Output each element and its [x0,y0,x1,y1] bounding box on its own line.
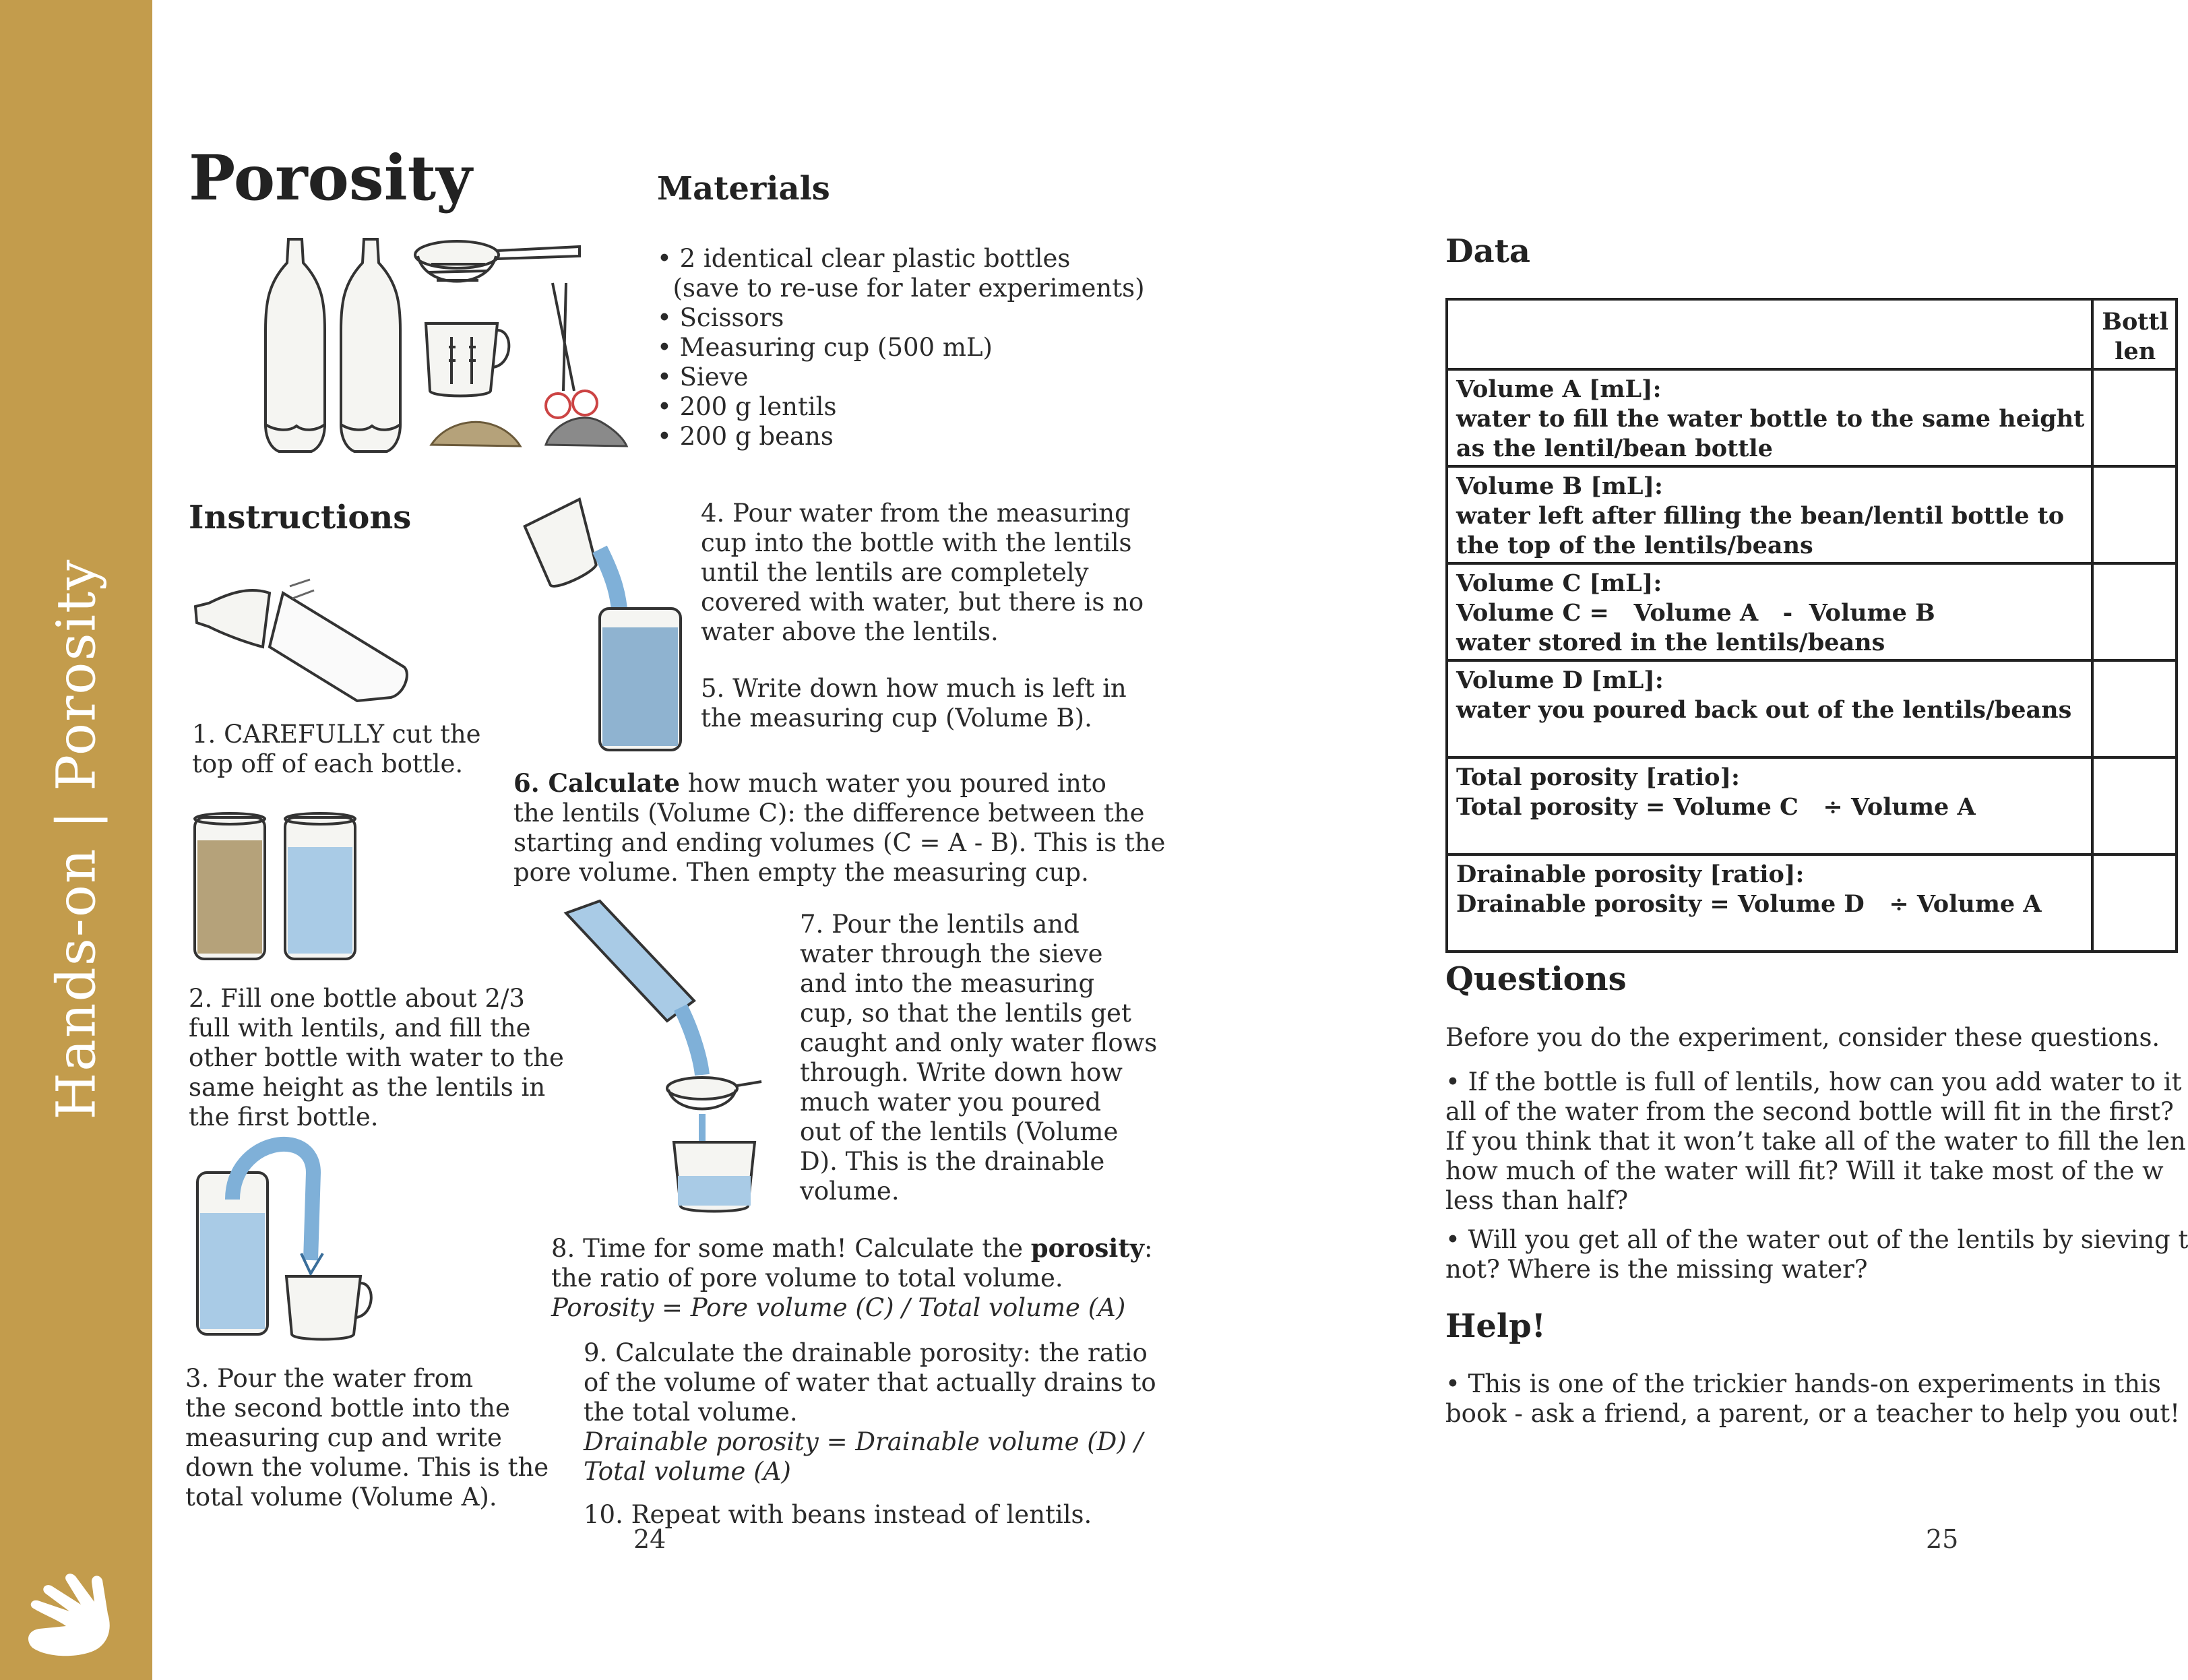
material-item: • Scissors [657,303,784,332]
page-number-right: 25 [1926,1524,1959,1554]
table-row [1447,660,2177,757]
table-row [1447,854,2177,952]
table-row-label: Volume C [mL]: Volume C = Volume A - Volume B water stored in the lentils/beans [1447,563,2092,660]
material-item: • 200 g beans [657,422,834,451]
page-title: Porosity [189,142,472,214]
table-header-row [1447,299,2177,369]
sidebar [0,0,152,1680]
table-cell[interactable] [2092,369,2177,466]
questions-intro: Before you do the experiment, consider these questions. [1445,1023,2160,1052]
step-10: 10. Repeat with beans instead of lentils. [584,1500,1092,1529]
page-number-left: 24 [633,1524,666,1554]
table-row [1447,466,2177,563]
table-header-cell [1447,299,2092,369]
table-row [1447,757,2177,854]
step-6: 6. Calculate how much water you poured into the lentils (Volume C): the difference between the starting and ending volumes (C = A - B). This is the pore volume. Then empty the measuring cup. [513,768,1166,887]
help-text: • This is one of the trickier hands-on experiments in this book - ask a friend, a parent, or a teacher to help you out! [1445,1369,2181,1428]
question-2: • Will you get all of the water out of the lentils by sieving t not? Where is the missing water? [1445,1225,2188,1284]
two-bottles-illustration [192,812,367,967]
material-item: • 2 identical clear plastic bottles [657,244,1071,273]
hand-icon [19,1567,133,1661]
sieve-pour-illustration [553,900,768,1216]
data-heading: Data [1445,232,1530,270]
step-5: 5. Write down how much is left in the measuring cup (Volume B). [701,674,1127,733]
material-item: (save to re-use for later experiments) [657,274,1145,303]
table-cell[interactable] [2092,757,2177,854]
questions-heading: Questions [1445,960,1627,998]
table-header-cell: Bottl len [2092,299,2177,369]
material-item: • 200 g lentils [657,392,837,421]
step-8: 8. Time for some math! Calculate the porosity: the ratio of pore volume to total volume. Porosity = Pore volume (C) / Total volume (A) [551,1233,1153,1322]
table-cell[interactable] [2092,466,2177,563]
step-3: 3. Pour the water from the second bottle into the measuring cup and write down the volume. This is the total volume (Volume A). [185,1364,549,1512]
pour-into-lentils-illustration [519,502,687,758]
step-9: 9. Calculate the drainable porosity: the ratio of the volume of water that actually drains to the total volume. Drainable porosity = Drainable volume (D) / Total volume (A) [584,1338,1156,1486]
materials-illustration [249,229,640,458]
data-table [1445,298,2178,953]
table-row-label: Drainable porosity [ratio]: Drainable porosity = Volume D ÷ Volume A [1447,854,2092,952]
table-cell[interactable] [2092,660,2177,757]
step-4: 4. Pour water from the measuring cup into the bottle with the lentils until the lentils are completely covered with water, but there is no water above the lentils. [701,499,1144,646]
material-item: • Measuring cup (500 mL) [657,333,993,362]
table-row-label: Volume D [mL]: water you poured back out of the lentils/beans [1447,660,2092,757]
table-row [1447,369,2177,466]
table-row-label: Volume B [mL]: water left after filling the bean/lentil bottle to the top of the lentils/beans [1447,466,2092,563]
materials-list [657,244,1145,452]
pour-to-cup-illustration [192,1132,381,1348]
materials-heading: Materials [657,170,830,208]
instructions-heading: Instructions [189,499,412,536]
step-7: 7. Pour the lentils and water through the sieve and into the measuring cup, so that the lentils get caught and only water flows through. Write down how much water you poured out of the lentils (Volume D). This is the drainable volume. [800,910,1158,1206]
sidebar-title: Hands-on | Porosity [44,558,108,1120]
table-row [1447,563,2177,660]
cut-bottle-illustration [189,566,431,701]
table-row-label: Volume A [mL]: water to fill the water bottle to the same height as the lentil/bean bottle [1447,369,2092,466]
step-1: 1. CAREFULLY cut the top off of each bottle. [192,720,481,778]
help-heading: Help! [1445,1307,1546,1345]
material-item: • Sieve [657,363,749,392]
table-cell[interactable] [2092,854,2177,952]
question-1: • If the bottle is full of lentils, how can you add water to it all of the water from the second bottle will fit in the first? If you think that it won’t take all of the water to fill the len how much of the water will fit? Will it take most of the w less than half? [1445,1067,2186,1215]
step-2: 2. Fill one bottle about 2/3 full with lentils, and fill the other bottle with water to the same height as the lentils in the first bottle. [189,984,564,1131]
table-row-label: Total porosity [ratio]: Total porosity = Volume C ÷ Volume A [1447,757,2092,854]
table-cell[interactable] [2092,563,2177,660]
